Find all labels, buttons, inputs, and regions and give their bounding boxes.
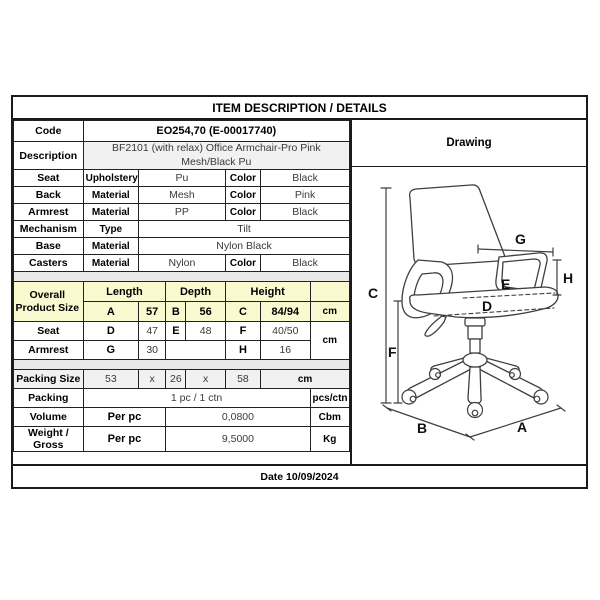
dim-d-key: D — [83, 322, 138, 341]
overall-unit: cm — [310, 302, 349, 322]
weight-unit: Kg — [310, 427, 349, 452]
dim-g-key: G — [83, 341, 138, 360]
dim-c-value: 84/94 — [261, 302, 310, 322]
packing-unit: pcs/ctn — [310, 389, 349, 408]
volume-value: 0,0800 — [166, 408, 310, 427]
item-details-document — [11, 95, 588, 489]
dim-label-h: H — [563, 270, 574, 286]
document-title: ITEM DESCRIPTION / DETAILS — [13, 97, 586, 120]
seat-color-label: Color — [225, 170, 260, 187]
height-header: Height — [225, 282, 310, 302]
dim-label-b: B — [417, 420, 428, 436]
dim-e-key: E — [166, 322, 186, 341]
row-seat-dims — [14, 322, 350, 341]
seat-size-label: Seat — [14, 322, 84, 341]
packing-value: 1 pc / 1 ctn — [83, 389, 310, 408]
row-base — [14, 238, 350, 255]
dim-a-value: 57 — [139, 302, 166, 322]
dim-label-g: G — [515, 231, 526, 247]
drawing-area — [352, 167, 586, 464]
dim-line-c — [381, 188, 391, 403]
packing-size-v1: 53 — [83, 370, 138, 389]
drawing-panel — [352, 120, 586, 464]
armrest-attr: Material — [83, 204, 138, 221]
separator-cell-2 — [14, 360, 350, 370]
armrest-color-label: Color — [225, 204, 260, 221]
volume-label: Volume — [14, 408, 84, 427]
row-casters — [14, 255, 350, 272]
dim-g-value: 30 — [139, 341, 166, 360]
row-weight — [14, 427, 350, 452]
row-volume — [14, 408, 350, 427]
row-packing — [14, 389, 350, 408]
dim-b-key: B — [166, 302, 186, 322]
dim-label-a: A — [517, 419, 528, 435]
dim-f-key: F — [225, 322, 260, 341]
base-value: Nylon Black — [139, 238, 350, 255]
gas-lift — [465, 318, 485, 353]
row-armrest-dims — [14, 341, 350, 360]
row-code — [14, 121, 350, 142]
code-label: Code — [14, 121, 84, 142]
mechanism-attr: Type — [83, 221, 138, 238]
dim-a-key: A — [83, 302, 138, 322]
volume-unit: Cbm — [310, 408, 349, 427]
armrest-material: PP — [139, 204, 226, 221]
packing-label: Packing — [14, 389, 84, 408]
date-row: Date 10/09/2024 — [13, 464, 586, 487]
packing-size-v3: 58 — [225, 370, 260, 389]
row-description — [14, 142, 350, 170]
casters-color-label: Color — [225, 255, 260, 272]
row-mechanism — [14, 221, 350, 238]
dim-label-c: C — [368, 285, 379, 301]
dim-c-key: C — [225, 302, 260, 322]
seat-armrest-unit: cm — [310, 322, 349, 360]
armrest-size-label: Armrest — [14, 341, 84, 360]
separator-cell — [14, 272, 350, 282]
dim-label-f: F — [388, 344, 397, 360]
seat-attr: Upholstery — [83, 170, 138, 187]
casters-label: Casters — [14, 255, 84, 272]
seat-color-value: Black — [261, 170, 350, 187]
dim-f-value: 40/50 — [261, 322, 310, 341]
separator-band-2 — [14, 360, 350, 370]
spec-table — [13, 120, 350, 452]
row-armrest — [14, 204, 350, 221]
base-star — [407, 353, 543, 403]
packing-size-label: Packing Size — [14, 370, 84, 389]
spec-table-pane — [13, 120, 352, 464]
packing-size-x1: x — [139, 370, 166, 389]
size-header-spacer — [310, 282, 349, 302]
dim-label-d: D — [482, 298, 493, 314]
dim-b-value: 56 — [186, 302, 225, 322]
packing-size-unit: cm — [261, 370, 350, 389]
mechanism-label: Mechanism — [14, 221, 84, 238]
weight-basis: Per pc — [83, 427, 166, 452]
dim-label-e: E — [501, 276, 511, 292]
overall-size-label: Overall Product Size — [14, 282, 84, 322]
drawing-title: Drawing — [352, 120, 586, 167]
packing-size-v2: 26 — [166, 370, 186, 389]
seat-material: Pu — [139, 170, 226, 187]
row-seat — [14, 170, 350, 187]
seat-label: Seat — [14, 170, 84, 187]
back-color-label: Color — [225, 187, 260, 204]
weight-value: 9,5000 — [166, 427, 310, 452]
separator-band — [14, 272, 350, 282]
back-color-value: Pink — [261, 187, 350, 204]
base-label: Base — [14, 238, 84, 255]
row-size-header — [14, 282, 350, 302]
back-attr: Material — [83, 187, 138, 204]
length-header: Length — [83, 282, 166, 302]
mechanism-value: Tilt — [139, 221, 350, 238]
dim-h-value: 16 — [261, 341, 310, 360]
document-body — [13, 120, 586, 464]
code-value: EO254,70 (E-00017740) — [83, 121, 349, 142]
row-back — [14, 187, 350, 204]
description-label: Description — [14, 142, 84, 170]
weight-label: Weight / Gross — [14, 427, 84, 452]
armrest-label: Armrest — [14, 204, 84, 221]
tilt-lever — [425, 316, 446, 336]
backrest-outline — [410, 185, 505, 266]
row-packing-size — [14, 370, 350, 389]
dim-d-value: 47 — [139, 322, 166, 341]
dim-h-key: H — [225, 341, 260, 360]
dim-e-value: 48 — [186, 322, 225, 341]
armrest-color-value: Black — [261, 204, 350, 221]
base-attr: Material — [83, 238, 138, 255]
casters-attr: Material — [83, 255, 138, 272]
depth-header: Depth — [166, 282, 226, 302]
chair-line-drawing — [352, 167, 586, 459]
back-label: Back — [14, 187, 84, 204]
back-material: Mesh — [139, 187, 226, 204]
packing-size-x2: x — [186, 370, 225, 389]
volume-basis: Per pc — [83, 408, 166, 427]
casters-color-value: Black — [261, 255, 350, 272]
description-value: BF2101 (with relax) Office Armchair-Pro Pink Mesh/Black Pu — [83, 142, 349, 170]
armrest-depth-empty — [166, 341, 226, 360]
casters-material: Nylon — [139, 255, 226, 272]
